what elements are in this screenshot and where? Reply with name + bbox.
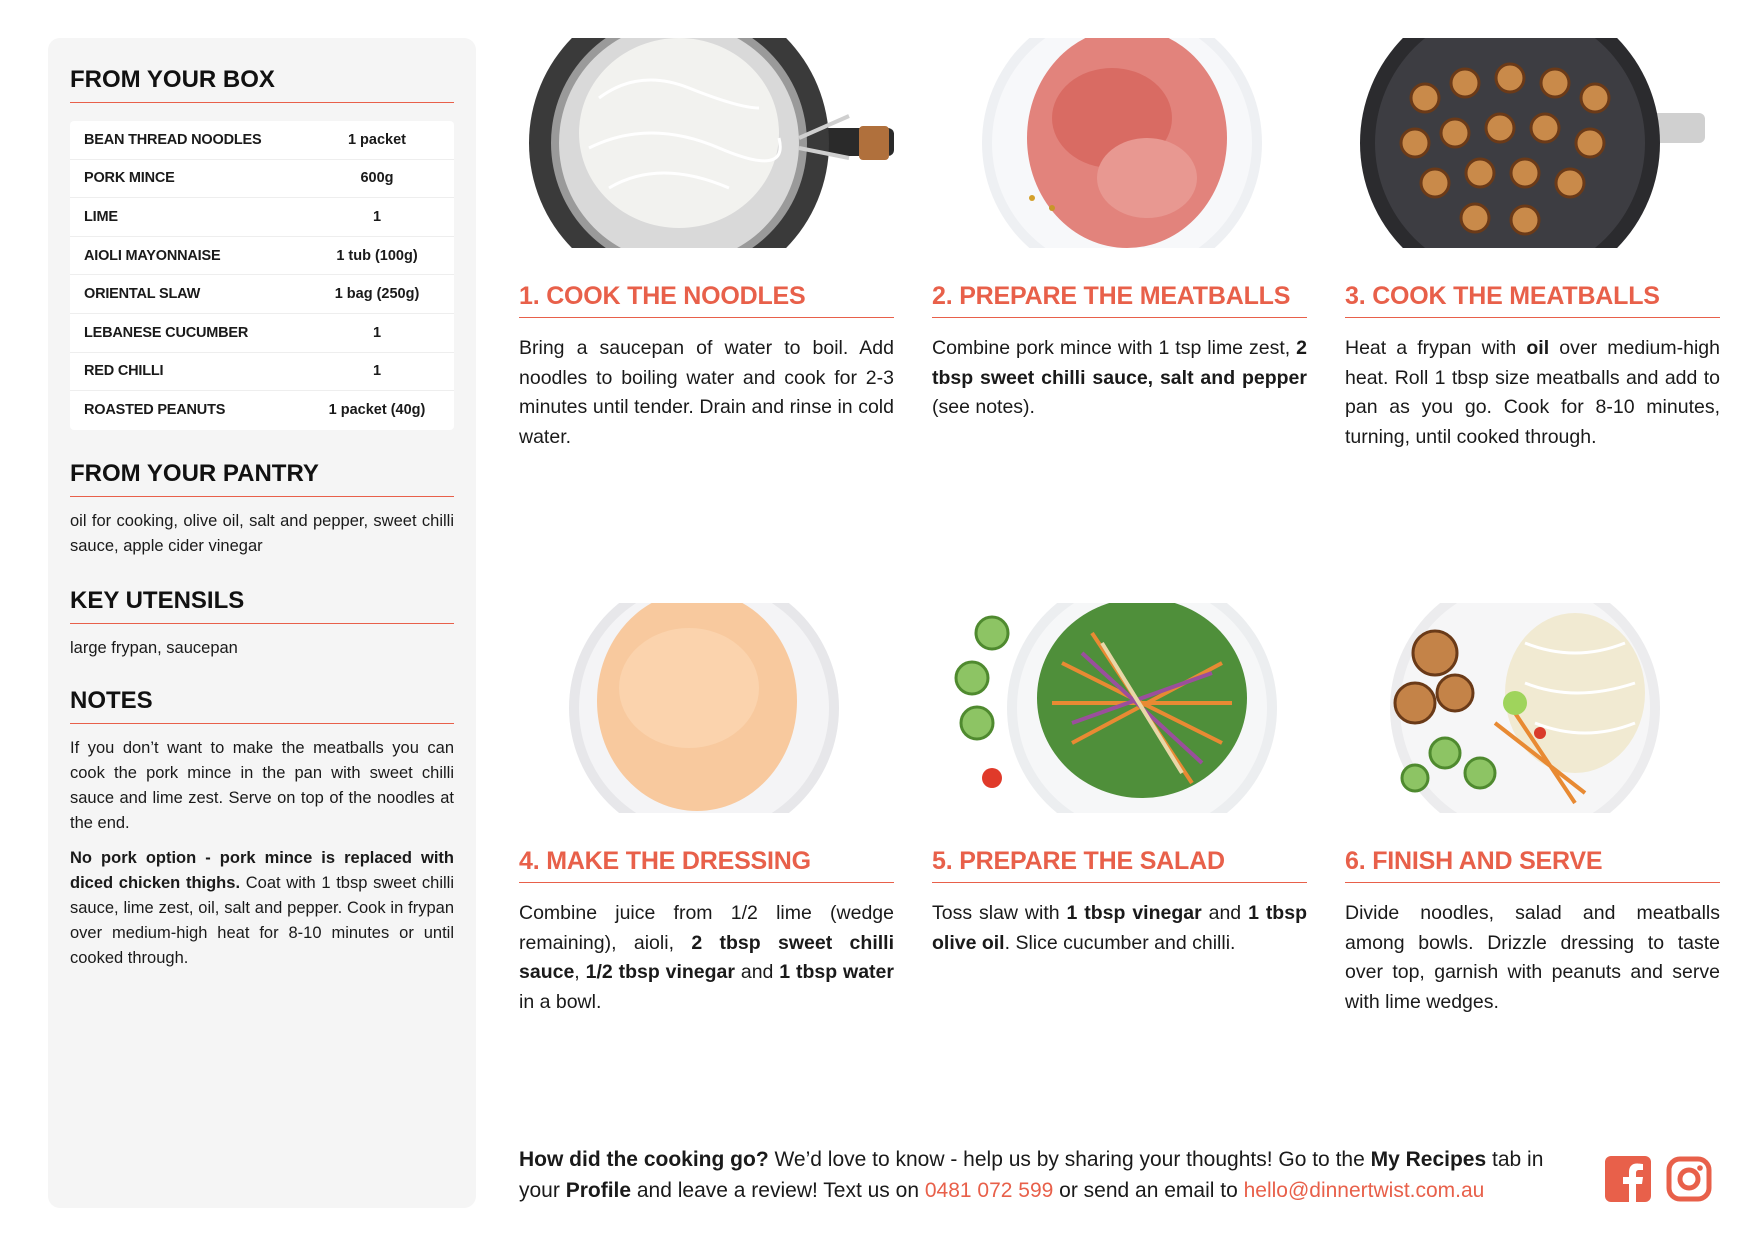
ingredient-name: LEBANESE CUCUMBER [84, 324, 249, 341]
ingredient-qty: 1 [372, 363, 382, 380]
ingredient-row [70, 198, 454, 237]
step-title: 4. MAKE THE DRESSING [519, 847, 894, 883]
text-run: or send an email to [1053, 1179, 1244, 1202]
no-pork-option: No pork option - pork mince is replaced with diced chicken thighs. [70, 848, 454, 892]
bold-text: 1 tbsp water [779, 961, 894, 983]
pantry-text: oil for cooking, olive oil, salt and pepper, sweet chilli sauce, apple cider vinegar [70, 511, 454, 555]
ingredient-name: PORK MINCE [84, 170, 175, 187]
notes-heading: NOTES [70, 687, 454, 724]
ingredient-row [70, 314, 454, 353]
box-heading: FROM YOUR BOX [70, 66, 454, 103]
text-run: Divide noodles, salad and meatballs among bowls. Drizzle dressing to taste over top, garnish with peanuts and serve with lime wedges. [1345, 902, 1720, 1013]
step-text [932, 334, 1307, 423]
ingredient-qty: 1 packet (40g) [328, 402, 426, 419]
salad-bowl-image [932, 603, 1307, 813]
instagram-icon[interactable] [1666, 1156, 1712, 1202]
text-run: . Slice cucumber and chilli. [1004, 931, 1236, 954]
bold-text: 1/2 tbsp vinegar [585, 961, 735, 983]
step-text [932, 899, 1307, 958]
ingredient-row [70, 353, 454, 392]
ingredient-qty: 1 packet [347, 131, 407, 148]
text-run: tab in your [519, 1148, 1544, 1202]
text-run: and leave a review! Text us on [631, 1179, 925, 1202]
text-run: over medium-high heat. Roll 1 tbsp size meatballs and add to pan as you go. Cook for 8-10 minutes, turning, until cooked through. [1345, 337, 1720, 448]
step-6 [1345, 603, 1720, 1017]
text-run: and [1201, 902, 1249, 924]
step-title: 2. PREPARE THE MEATBALLS [932, 282, 1307, 318]
finished-bowl-image [1345, 603, 1720, 813]
ingredient-name: ROASTED PEANUTS [84, 402, 226, 419]
step-5 [932, 603, 1307, 958]
step-2 [932, 38, 1307, 423]
ingredient-row [70, 160, 454, 199]
pork-mince-bowl-image [932, 38, 1307, 248]
ingredient-qty: 1 [372, 208, 382, 225]
facebook-icon[interactable] [1605, 1156, 1651, 1202]
text-run: We’d love to know - help us by sharing your thoughts! Go to the [768, 1148, 1371, 1171]
ingredients-table [70, 121, 454, 430]
ingredient-name: AIOLI MAYONNAISE [84, 247, 221, 264]
ingredient-name: BEAN THREAD NOODLES [84, 131, 262, 148]
text-run: in a bowl. [519, 990, 602, 1013]
bold-text: 1 tbsp olive oil [932, 902, 1307, 954]
ingredient-name: ORIENTAL SLAW [84, 286, 201, 303]
step-text [1345, 334, 1720, 452]
ingredient-row [70, 237, 454, 276]
text-run: , [574, 961, 586, 983]
bold-text: Profile [565, 1179, 632, 1202]
ingredient-name: RED CHILLI [84, 363, 164, 380]
bold-text: oil [1526, 337, 1550, 359]
step-4 [519, 603, 894, 1017]
bold-text: How did the cooking go? [519, 1148, 769, 1171]
ingredient-qty: 1 bag (250g) [334, 286, 420, 303]
step-title: 6. FINISH AND SERVE [1345, 847, 1720, 883]
step-title: 5. PREPARE THE SALAD [932, 847, 1307, 883]
ingredient-qty: 1 [372, 324, 382, 341]
ingredient-row [70, 391, 454, 430]
noodles-strainer-image [519, 38, 894, 248]
text-run: Combine pork mince with 1 tsp lime zest, [932, 337, 1297, 359]
bold-text: 1 tbsp vinegar [1066, 902, 1202, 924]
text-run: and [734, 961, 780, 983]
text-run: (see notes). [932, 396, 1035, 418]
pantry-heading: FROM YOUR PANTRY [70, 460, 454, 497]
text-run: Combine juice from 1/2 lime (wedge remaining), aioli, [519, 902, 894, 954]
ingredient-row [70, 121, 454, 160]
step-text [519, 899, 894, 1017]
ingredient-name: LIME [84, 208, 118, 225]
utensils-heading: KEY UTENSILS [70, 587, 454, 624]
notes-paragraph-2 [70, 846, 454, 971]
bold-text: 2 tbsp sweet chilli sauce [519, 931, 894, 983]
step-3 [1345, 38, 1720, 452]
ingredient-qty: 600g [360, 170, 394, 187]
text-run: Bring a saucepan of water to boil. Add noodles to boiling water and cook for 2-3 minutes until tender. Drain and rinse in cold water. [519, 337, 894, 448]
utensils-text: large frypan, saucepan [70, 638, 238, 657]
meatballs-frypan-image [1345, 38, 1720, 248]
bold-text: 2 tbsp sweet chilli sauce, salt and pepper [932, 337, 1307, 389]
step-title: 1. COOK THE NOODLES [519, 282, 894, 318]
step-text [1345, 899, 1720, 1017]
contact-link[interactable]: 0481 072 599 [924, 1179, 1054, 1202]
dressing-bowl-image [519, 603, 894, 813]
feedback-footer [519, 1144, 1579, 1206]
step-1 [519, 38, 894, 452]
contact-link[interactable]: hello@dinnertwist.com.au [1243, 1179, 1485, 1202]
step-title: 3. COOK THE MEATBALLS [1345, 282, 1720, 318]
ingredient-row [70, 275, 454, 314]
notes-paragraph-1: If you don’t want to make the meatballs you can cook the pork mince in the pan with sweet chilli sauce and lime zest. Serve on top of the noodles at the end. [70, 738, 454, 832]
step-text [519, 334, 894, 452]
bold-text: My Recipes [1370, 1148, 1487, 1171]
notes-paragraph-2-rest: Coat with 1 tbsp sweet chilli sauce, lime zest, oil, salt and pepper. Cook in frypan over medium-high heat for 8-10 minutes or until cooked through. [70, 873, 454, 967]
sidebar [48, 38, 476, 1208]
ingredient-qty: 1 tub (100g) [336, 247, 418, 264]
text-run: Heat a frypan with [1345, 337, 1527, 359]
text-run: Toss slaw with [932, 902, 1067, 924]
